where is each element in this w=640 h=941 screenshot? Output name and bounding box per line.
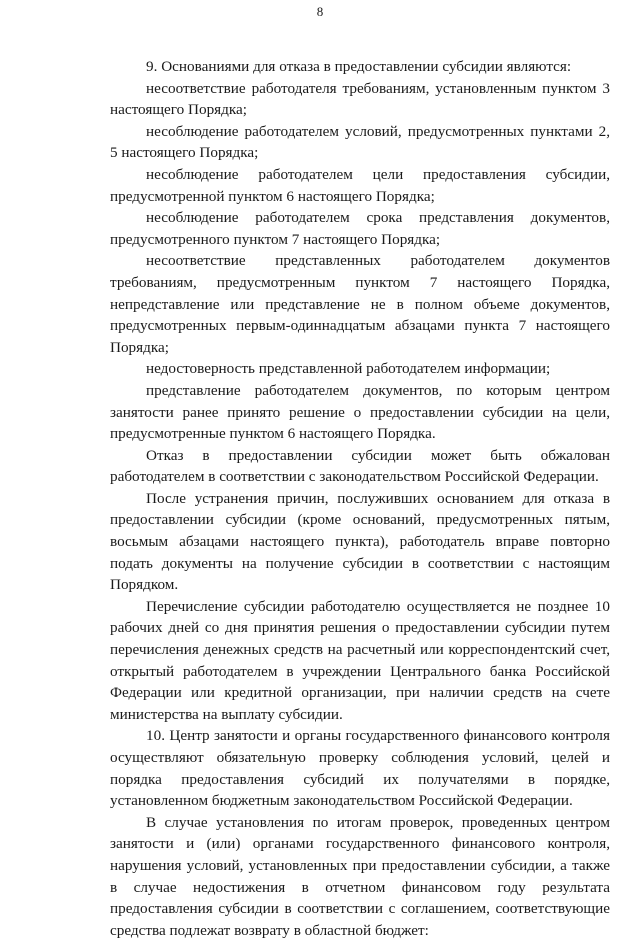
paragraph-control: 10. Центр занятости и органы государственного финансового контроля осуществляют обязательную проверку соблюдения условий, целей и порядка предоставления субсидий их получателями в порядке, установленном бюджетным законодательством Российской Федерации. <box>110 727 610 810</box>
paragraph-transfer: Перечисление субсидии работодателю осуществляется не позднее 10 рабочих дней со дня принятия решения о предоставлении субсидии путем перечисления денежных средств на расчетный или корреспондентский счет, открытый работодателем в учреждении Центрального банка Российской Федерации или кредитной организации, при наличии средств на счете министерства на выплату субсидии. <box>110 597 610 723</box>
paragraph-refusal-item: несоответствие представленных работодателем документов требованиям, предусмотренным пунктом 7 настоящего Порядка, непредставление или представление не в полном объеме документов, предусмотренных первым-одиннадцатым абзацами пункта 7 настоящего Порядка; <box>110 252 610 356</box>
page-number: 8 <box>316 4 324 19</box>
paragraph-refusal-item: представление работодателем документов, по которым центром занятости ранее принято решение о предоставлении субсидии на цели, предусмотренные пунктом 6 настоящего Порядка. <box>110 381 610 443</box>
paragraph-refusal-item: недостоверность представленной работодателем информации; <box>146 360 551 378</box>
paragraph-refusal-item: несоблюдение работодателем срока представления документов, предусмотренного пунктом 7 настоящего Порядка; <box>110 209 610 248</box>
paragraph-appeal: Отказ в предоставлении субсидии может быть обжалован работодателем в соответствии с законодательством Российской Федерации. <box>110 446 610 486</box>
paragraph-resubmission: После устранения причин, послуживших основанием для отказа в предоставлении субсидии (кроме оснований, предусмотренных пятым, восьмым абзацами настоящего пункта), работодатель вправе повторно подать документы на получение субсидии в соответствии с настоящим Порядком. <box>110 489 610 594</box>
paragraph-refusal-grounds-heading: 9. Основаниями для отказа в предоставлении субсидии являются: <box>146 58 572 75</box>
paragraph-refund: В случае установления по итогам проверок, проведенных центром занятости и (или) органами государственного финансового контроля, нарушения условий, установленных при предоставлении субсидии, а также в случае недостижения в отчетном финансовом году результата предоставления субсидии в соответствии с соглашением, соответствующие средства подлежат возврату в областной бюджет: <box>110 813 610 939</box>
paragraph-refusal-item: несоответствие работодателя требованиям, установленным пунктом 3 настоящего Порядка; <box>110 79 610 119</box>
document-body <box>110 56 610 941</box>
paragraph-refusal-item: несоблюдение работодателем цели предоставления субсидии, предусмотренной пунктом 6 настоящего Порядка; <box>110 165 610 205</box>
paragraph-refusal-item: несоблюдение работодателем условий, предусмотренных пунктами 2, 5 настоящего Порядка; <box>110 122 610 162</box>
